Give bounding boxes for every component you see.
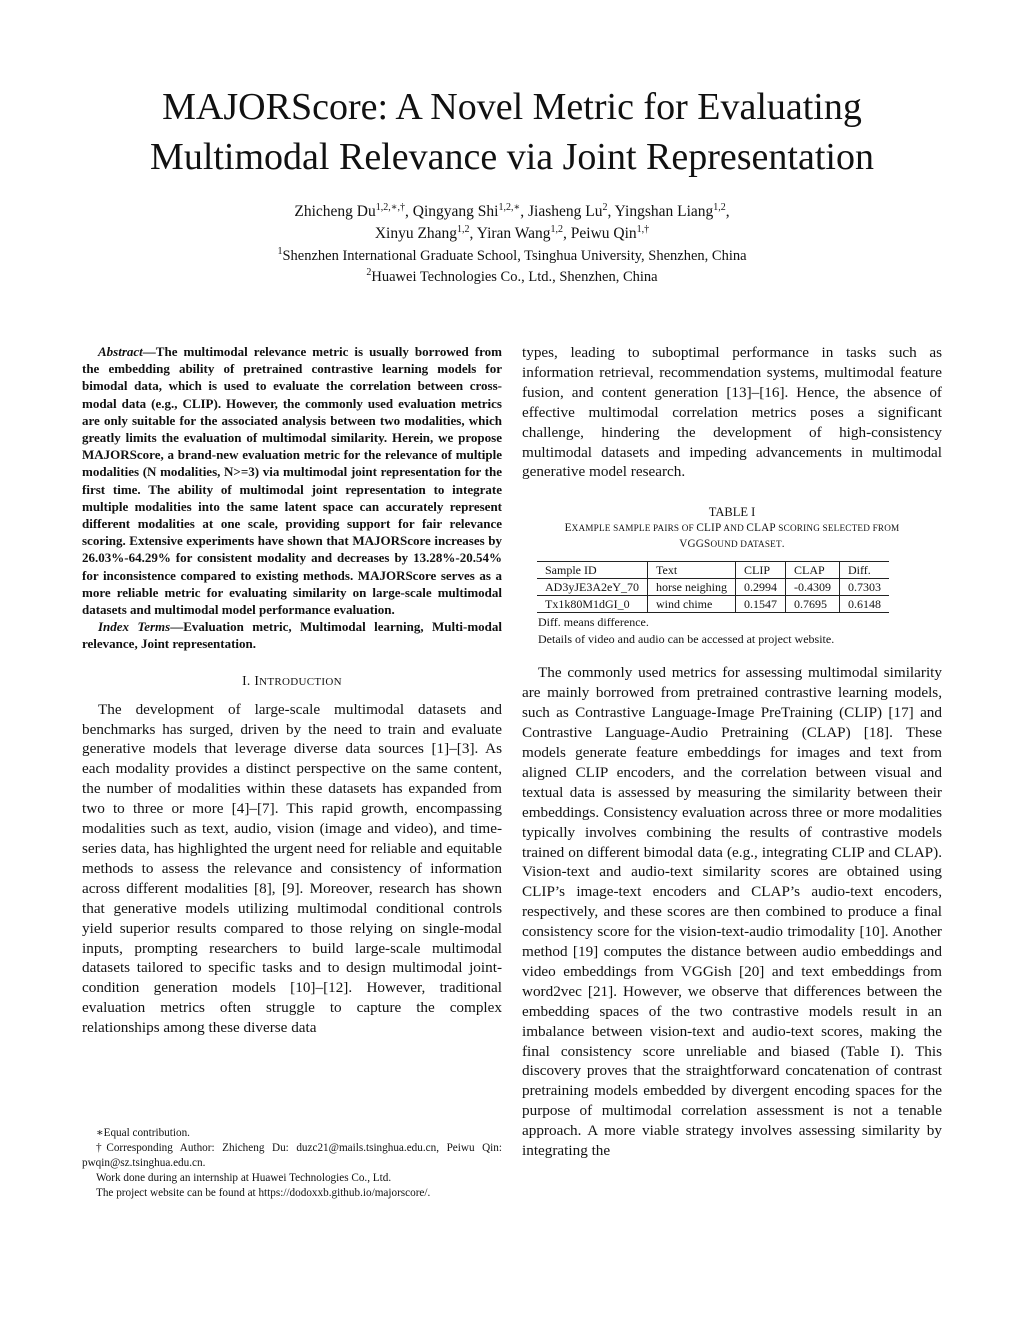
author-name: Zhicheng Du [294,203,376,220]
author-affiliation-mark: 1,2 [713,201,726,213]
author [413,203,520,220]
table-note: Diff. means difference. [538,615,649,630]
caption-fragment: SCORING SELECTED FROM [775,523,900,534]
table-note: Details of video and audio can be accessed at project website. [538,632,835,647]
table-header-cell: CLIP [736,562,786,579]
table-header-cell: CLAP [786,562,840,579]
section-number: I. [242,672,251,688]
author-affiliation-mark: 1,2,∗ [498,201,521,213]
table-cell: -0.4309 [786,579,840,596]
paper-title-line1: MAJORScore: A Novel Metric for Evaluating [162,86,862,128]
author-name: Yiran Wang [476,225,551,242]
author-affiliation-mark: 1,† [636,223,650,235]
author-name: Xinyu Zhang [374,225,458,242]
abstract-text: —The multimodal relevance metric is usually borrowed from the embedding ability of pretrained contrastive learning models for bimodal data, which is used to evaluate the correlation between cross-modal data (e.g., CLIP). However, the commonly used evaluation metrics are only suitable for the associated analysis between two modalities, which greatly limits the evaluation of multimodal similarity. Herein, we propose MAJORScore, a brand-new evaluation metric for the relevance of multiple modalities (N modalities, N>=3) via multimodal joint representation for the first time. The ability of multimodal joint representation to integrate multiple modalities into the same latent space can accurately represent different modalities at one scale, providing support for fair relevance scoring. Extensive experiments have shown that MAJORScore increases by 26.03%-64.29% for consistent modality and decreases by 13.28%-20.54% for inconsistence compared to existing methods. MAJORScore serves as a more reliable metric for evaluating similarity on large-scale multimodal datasets and multimodal model performance evaluation. [82,344,502,618]
author-affiliation-mark: 1,2 [457,223,470,235]
left-column [82,343,502,1038]
author-affiliation-mark: 1,2 [550,223,564,235]
abstract [82,343,502,618]
table-caption-line-1 [522,520,942,536]
table-label: TABLE I [708,505,756,520]
table-cell: Tx1k80M1dGI_0 [537,596,648,613]
table-header-cell: Sample ID [537,562,648,579]
table-row [537,579,889,596]
table-cell: 0.7303 [840,579,890,596]
affiliation-text: Shenzhen International Graduate School, Tsinghua University, Shenzhen, China [282,248,747,264]
table-header-row [537,562,889,579]
caption-fragment: XAMPLE SAMPLE PAIRS OF [571,523,697,534]
author [528,203,607,220]
footnote-website: The project website can be found at https://dodoxxb.github.io/majorscore/. [96,1187,431,1199]
author-name: Jiasheng Lu [528,203,603,220]
author [294,203,405,220]
scores-table [537,561,889,613]
intro-paragraph: The development of large-scale multimodal datasets and benchmarks has surged, driven by the need to train and evaluate generative models that leverage diverse data sources [1]–[3]. As each modality provides a distinct perspective on the same content, the number of modalities within these datasets has expanded from two to three or more [4]–[7]. This rapid growth, encompassing modalities such as text, audio, vision (image and video), and time-series data, has highlighted the urgent need for reliable and equitable methods to assess the relevance and consistency of information across different modalities [8], [9]. Moreover, research has shown that generative models utilizing multimodal conditional controls yield superior results compared to those relying on single-modal inputs, prompting researchers to build large-scale multimodal datasets tailored to specific tasks and to design multimodal joint-condition generation models [10]–[12]. However, traditional evaluation metrics often struggle to capture the complex relationships among these diverse data [82,700,502,1037]
footnote-equal: ∗Equal contribution. [96,1127,190,1139]
table-row [537,596,889,613]
table-cell: 0.7695 [786,596,840,613]
caption-fragment: CLIP [696,522,722,535]
paper-title-line2: Multimodal Relevance via Joint Representation [150,136,874,178]
author [571,225,649,242]
index-terms-text: —Evaluation metric, Multimodal learning, Multi-modal relevance, Joint representation. [82,619,503,652]
right-paragraph-1: types, leading to suboptimal performance in tasks such as information retrieval, recommendation systems, multimodal feature fusion, and content generation [13]–[16]. Hence, the absence of effective multimodal correlation metrics poses a significant challenge, hindering the development of high-consistency multimodal datasets and impeding advancements in multimodal generative model research. [522,344,942,481]
table-cell: AD3yJE3A2eY_70 [537,579,648,596]
index-terms [82,618,502,652]
author-name: Yingshan Liang [614,203,714,220]
table-cell: horse neighing [648,579,736,596]
footnotes [82,1126,502,1201]
caption-fragment: OUND DATASET [710,539,782,550]
author-name: Peiwu Qin [570,225,637,242]
right-column [522,343,942,1161]
affiliation-mark: 2 [366,267,372,279]
table-cell: 0.1547 [736,596,786,613]
table-cell: wind chime [648,596,736,613]
caption-fragment: CLAP [746,522,776,535]
table-header-cell: Text [648,562,736,579]
affiliation-mark: 1 [277,246,283,258]
table-notes [538,614,942,648]
section-title-rest: NTRODUCTION [259,675,342,688]
abstract-label: Abstract [98,344,143,359]
section-title-initial: I [254,672,260,688]
index-terms-label: Index Terms [98,619,171,635]
affiliation-2 [60,266,964,288]
table-cell: 0.6148 [840,596,890,613]
table-caption-line-2 [522,536,942,552]
author-affiliation-mark: 2 [602,201,608,213]
table-cell: 0.2994 [736,579,786,596]
author-line-2: Xinyu Zhang$^{1,2}$, Yiran Wang$^{1,2}$, Peiwu Qin$^{1,\dagger}$ [374,223,650,242]
right-paragraph-2: The commonly used metrics for assessing multimodal similarity are mainly borrowed from pretrained contrastive learning models, such as Contrastive Language-Image PreTraining (CLIP) [17] and Contrastive Language-Audio Pretraining (CLAP) [18]. These models generate feature embeddings for images and text from aligned CLIP encoders, and the correlation between visual and textual data is assessed by measuring the similarity between their embeddings. Consistency evaluation across three or more modalities typically involves combining the results of contrastive models trained on different bimodal data (e.g., integrating CLIP and CLAP). Vision-text and audio-text similarity scores are obtained using CLIP’s image-text encoders and CLAP’s audio-text encoders, respectively, and these scores are then combined to produce a final consistency score for the vision-text-audio trimodality [10]. Another method [19] computes the distance between audio embeddings and video embeddings from VGGish [20] and text embeddings from word2vec [21]. However, we observe that differences between the embedding spaces of the two contrastive models result in an imbalance between vision-text and audio-text scores, making the final consistency score unreliable and biased (Table I). This discovery proves that the straightforward concatenation of contrast pretraining models embedded by divergent encoding spaces for the purpose of multimodal correlation assessment is not a tenable approach. A more viable strategy involves assessing similarity by integrating the [522,664,942,1160]
caption-fragment: VGGS [679,538,711,551]
author-line-1: Zhicheng $Du^{1,2,∗,\dagger}$, Qingyang Shi$^{1,2,∗}$, Jiasheng Lu$^2$, Yingshan Liang$^{1,2}$, [294,201,730,220]
caption-fragment: E [564,522,572,535]
author-name: Qingyang Shi [412,203,499,220]
author-affiliation-mark: 1,2,∗,† [375,201,406,213]
affiliation-text: Huawei Technologies Co., Ltd., Shenzhen, China [371,269,658,285]
author [477,225,563,242]
caption-fragment: AND [721,523,747,534]
caption-fragment: . [781,538,785,551]
author [375,225,470,242]
footnote-work: Work done during an internship at Huawei Technologies Co., Ltd. [96,1172,392,1184]
section-heading [82,673,502,689]
footnote-corresponding: †Corresponding Author: Zhicheng Du: duzc21@mails.tsinghua.edu.cn, Peiwu Qin: pwqin@sz.tsinghua.edu.cn. [82,1142,502,1169]
affiliation-1 [60,245,964,267]
paper-title [60,82,964,182]
author [615,203,726,220]
table-header-cell: Diff. [840,562,890,579]
